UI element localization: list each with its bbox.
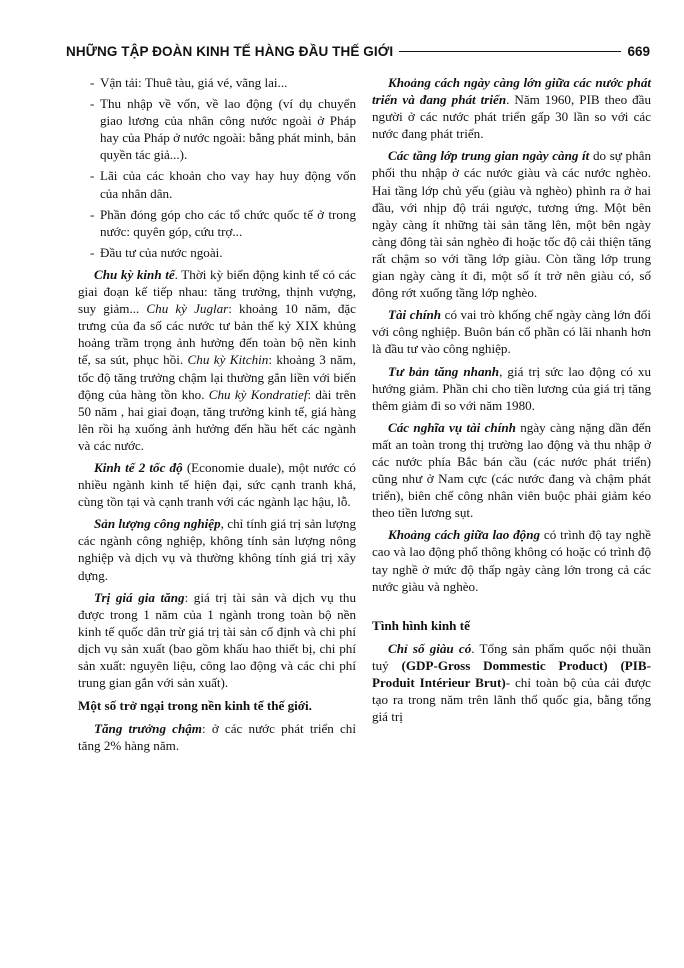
list-item: - Lãi của các khoản cho vay hay huy động vốn của nhân dân.	[78, 167, 356, 201]
term: Các nghĩa vụ tài chính	[388, 419, 516, 435]
list-item: - Phần đóng góp cho các tổ chức quốc tế ở trong nước: quyên góp, cứu trợ...	[78, 206, 356, 240]
paragraph-text: . Năm 1960, PIB theo đầu người ở các nước phát triển gấp 30 lần so với các nước đang phát triển.	[372, 92, 651, 142]
paragraph-obligations	[372, 419, 651, 522]
paragraph-value-added	[78, 589, 356, 692]
paragraph-text: (Economie duale), một nước có nhiều ngành kinh tế hiện đại, sức cạnh tranh khá, cùng tồn tại và cạnh tranh với các ngành lạc hậu, lỗ.	[78, 459, 356, 510]
paragraph-text: , giá trị sức lao động có xu hướng giảm. Phần chi cho tiền lương của giá trị tăng thêm giảm đi so với năm 1980.	[372, 363, 651, 413]
paragraph-text: có trình độ tay nghề cao và lao động phổ thông không có hoặc có trình độ tay nghề ở mức độ thấp ngày càng lớn trong cả các nước giàu và nghèo.	[372, 527, 651, 594]
running-header	[66, 40, 650, 62]
term: Tư bản tăng nhanh	[388, 363, 500, 379]
paragraph-labor-gap	[372, 526, 651, 594]
paragraph-text: có vai trò khống chế ngày càng lớn đối với công nghiệp. Buôn bán cổ phần có lãi nhanh hơn là đầu tư vào công nghiệp.	[372, 307, 651, 357]
paragraph-text: do sự phân phối thu nhập ở các nước giàu và các nước nghèo. Hai tầng lớp chủ yếu (giàu và nghèo) phình ra ở hai đầu, với nhịp độ trái ngược, tương ứng. Một bên ngày càng ít những tài sản tăng lên, một bên ngày càng đông tài sản nghèo đi hoặc tốc độ cải thiện tăng rất chậm so với tầng lớp giàu. Còn tầng lớp trung gian ngày càng ít đi, một số ít trở nên giàu có, số đông rớt xuống tầng lớp nghèo.	[372, 148, 651, 301]
term: Tăng trưởng chậm	[94, 721, 202, 737]
paragraph-wealth-index	[372, 640, 651, 725]
paragraph-slow-growth	[78, 720, 356, 754]
paragraph-gap	[372, 74, 651, 142]
left-column	[78, 74, 356, 759]
paragraph-text: : khoảng 10 năm, đặc trưng của đa số các nước tư bản thế kỷ XIX khủng hoảng trầm trọng ảnh hưởng đến toàn bộ nền kinh tế, sa sút, phục hồi.	[78, 301, 356, 368]
paragraph-text: : giá trị tài sản và dịch vụ thu được trong 1 năm của 1 ngành trong toàn bộ nền kinh tế quốc dân trừ giá trị tài sản cố định và chi phí dịch vụ sản xuất (bao gồm khấu hao thiết bị, chi phí sản xuất: nguyên liệu, công lao động và các chi phí trung gian gắn với sản xuất).	[78, 589, 356, 691]
paragraph-text: : ở các nước phát triển chỉ tăng 2% hàng năm.	[78, 721, 356, 754]
right-column	[372, 74, 651, 730]
paragraph-text: . Thời kỳ biến động kinh tế có các giai đoạn kế tiếp nhau: tăng trưởng, thịnh vượng, suy giảm...	[78, 266, 356, 317]
term: Chỉ số giàu có	[388, 640, 472, 656]
page-number: 669	[627, 43, 650, 59]
paragraph-economic-cycle	[78, 266, 356, 454]
term-italic: Chu kỳ Kondratief	[208, 386, 308, 402]
paragraph-text: - chỉ toàn bộ của cải được tạo ra trong năm trên lãnh thổ quốc gia, bằng tổng giá trị	[372, 675, 651, 725]
section-heading: Một số trở ngại trong nền kinh tế thế giới.	[78, 698, 312, 714]
term: Kinh tế 2 tốc độ	[94, 459, 183, 475]
running-title: NHỮNG TẬP ĐOÀN KINH TẾ HÀNG ĐẦU THẾ GIỚI	[66, 43, 394, 59]
term: Trị giá gia tăng	[94, 589, 185, 605]
term: Khoảng cách giữa lao động	[388, 527, 541, 543]
list-item: - Đầu tư của nước ngoài.	[78, 244, 356, 261]
paragraph-text: . Tổng sản phẩm quốc nội thuần tuý	[372, 640, 651, 673]
bold-text: (GDP-Gross Dommestic Product) (PIB-Produit Intérieur Brut)	[372, 657, 651, 690]
paragraph-dual-economy	[78, 459, 356, 510]
list-item: - Thu nhập về vốn, về lao động (ví dụ chuyển giao lương của nhân công nước ngoài ở Pháp hay của Pháp ở nước ngoài: bằng phát minh, bản quyền tác giả...).	[78, 95, 356, 163]
paragraph-text: : khoảng 3 năm, tốc độ tăng trưởng chậm lại thường gắn liền với biến động của hàng tồn kho.	[78, 352, 356, 402]
header-rule	[399, 51, 621, 52]
paragraph-text: : dài trên 50 năm , hai giai đoạn, tăng trưởng kinh tế, giá hàng lên rồi hạ xuống ảnh hưởng đến hầu hết các ngành và các nước.	[78, 386, 356, 453]
paragraph-text: , chỉ tính giá trị sản lượng các ngành công nghiệp, không tính sản lượng nông nghiệp và dịch vụ và thường không tính giá trị xây dựng.	[78, 516, 356, 583]
bullet-list	[78, 74, 356, 261]
term: Các tầng lớp trung gian ngày càng ít	[388, 148, 590, 164]
term-italic: Chu kỳ Kitchin	[187, 352, 269, 368]
paragraph-text: ngày càng nặng dần đến mất an toàn trong thị trường lao động và thu nhập ở các nước phía Bắc bán cầu (các nước phát triển) cũng như ở Nam cực (các nước đang và chậm phát triển), biên chế công nhân viên buộc phải giảm kéo theo tiền lương sụt.	[372, 419, 651, 521]
term: Tài chính	[388, 307, 442, 323]
list-item: - Vận tải: Thuê tàu, giá vé, vãng lai...	[78, 74, 356, 91]
section-heading: Tình hình kinh tế	[372, 617, 470, 633]
paragraph-industrial-output	[78, 515, 356, 583]
paragraph-capital-growth	[372, 363, 651, 414]
term: Chu kỳ kinh tế	[94, 266, 175, 282]
term: Khoảng cách ngày càng lớn giữa các nước phát triển và đang phát triển	[372, 75, 651, 108]
term: Sản lượng công nghiệp	[94, 516, 221, 532]
paragraph-finance	[372, 306, 651, 357]
paragraph-middle-class	[372, 147, 651, 301]
term-italic: Chu kỳ Juglar	[146, 301, 229, 317]
